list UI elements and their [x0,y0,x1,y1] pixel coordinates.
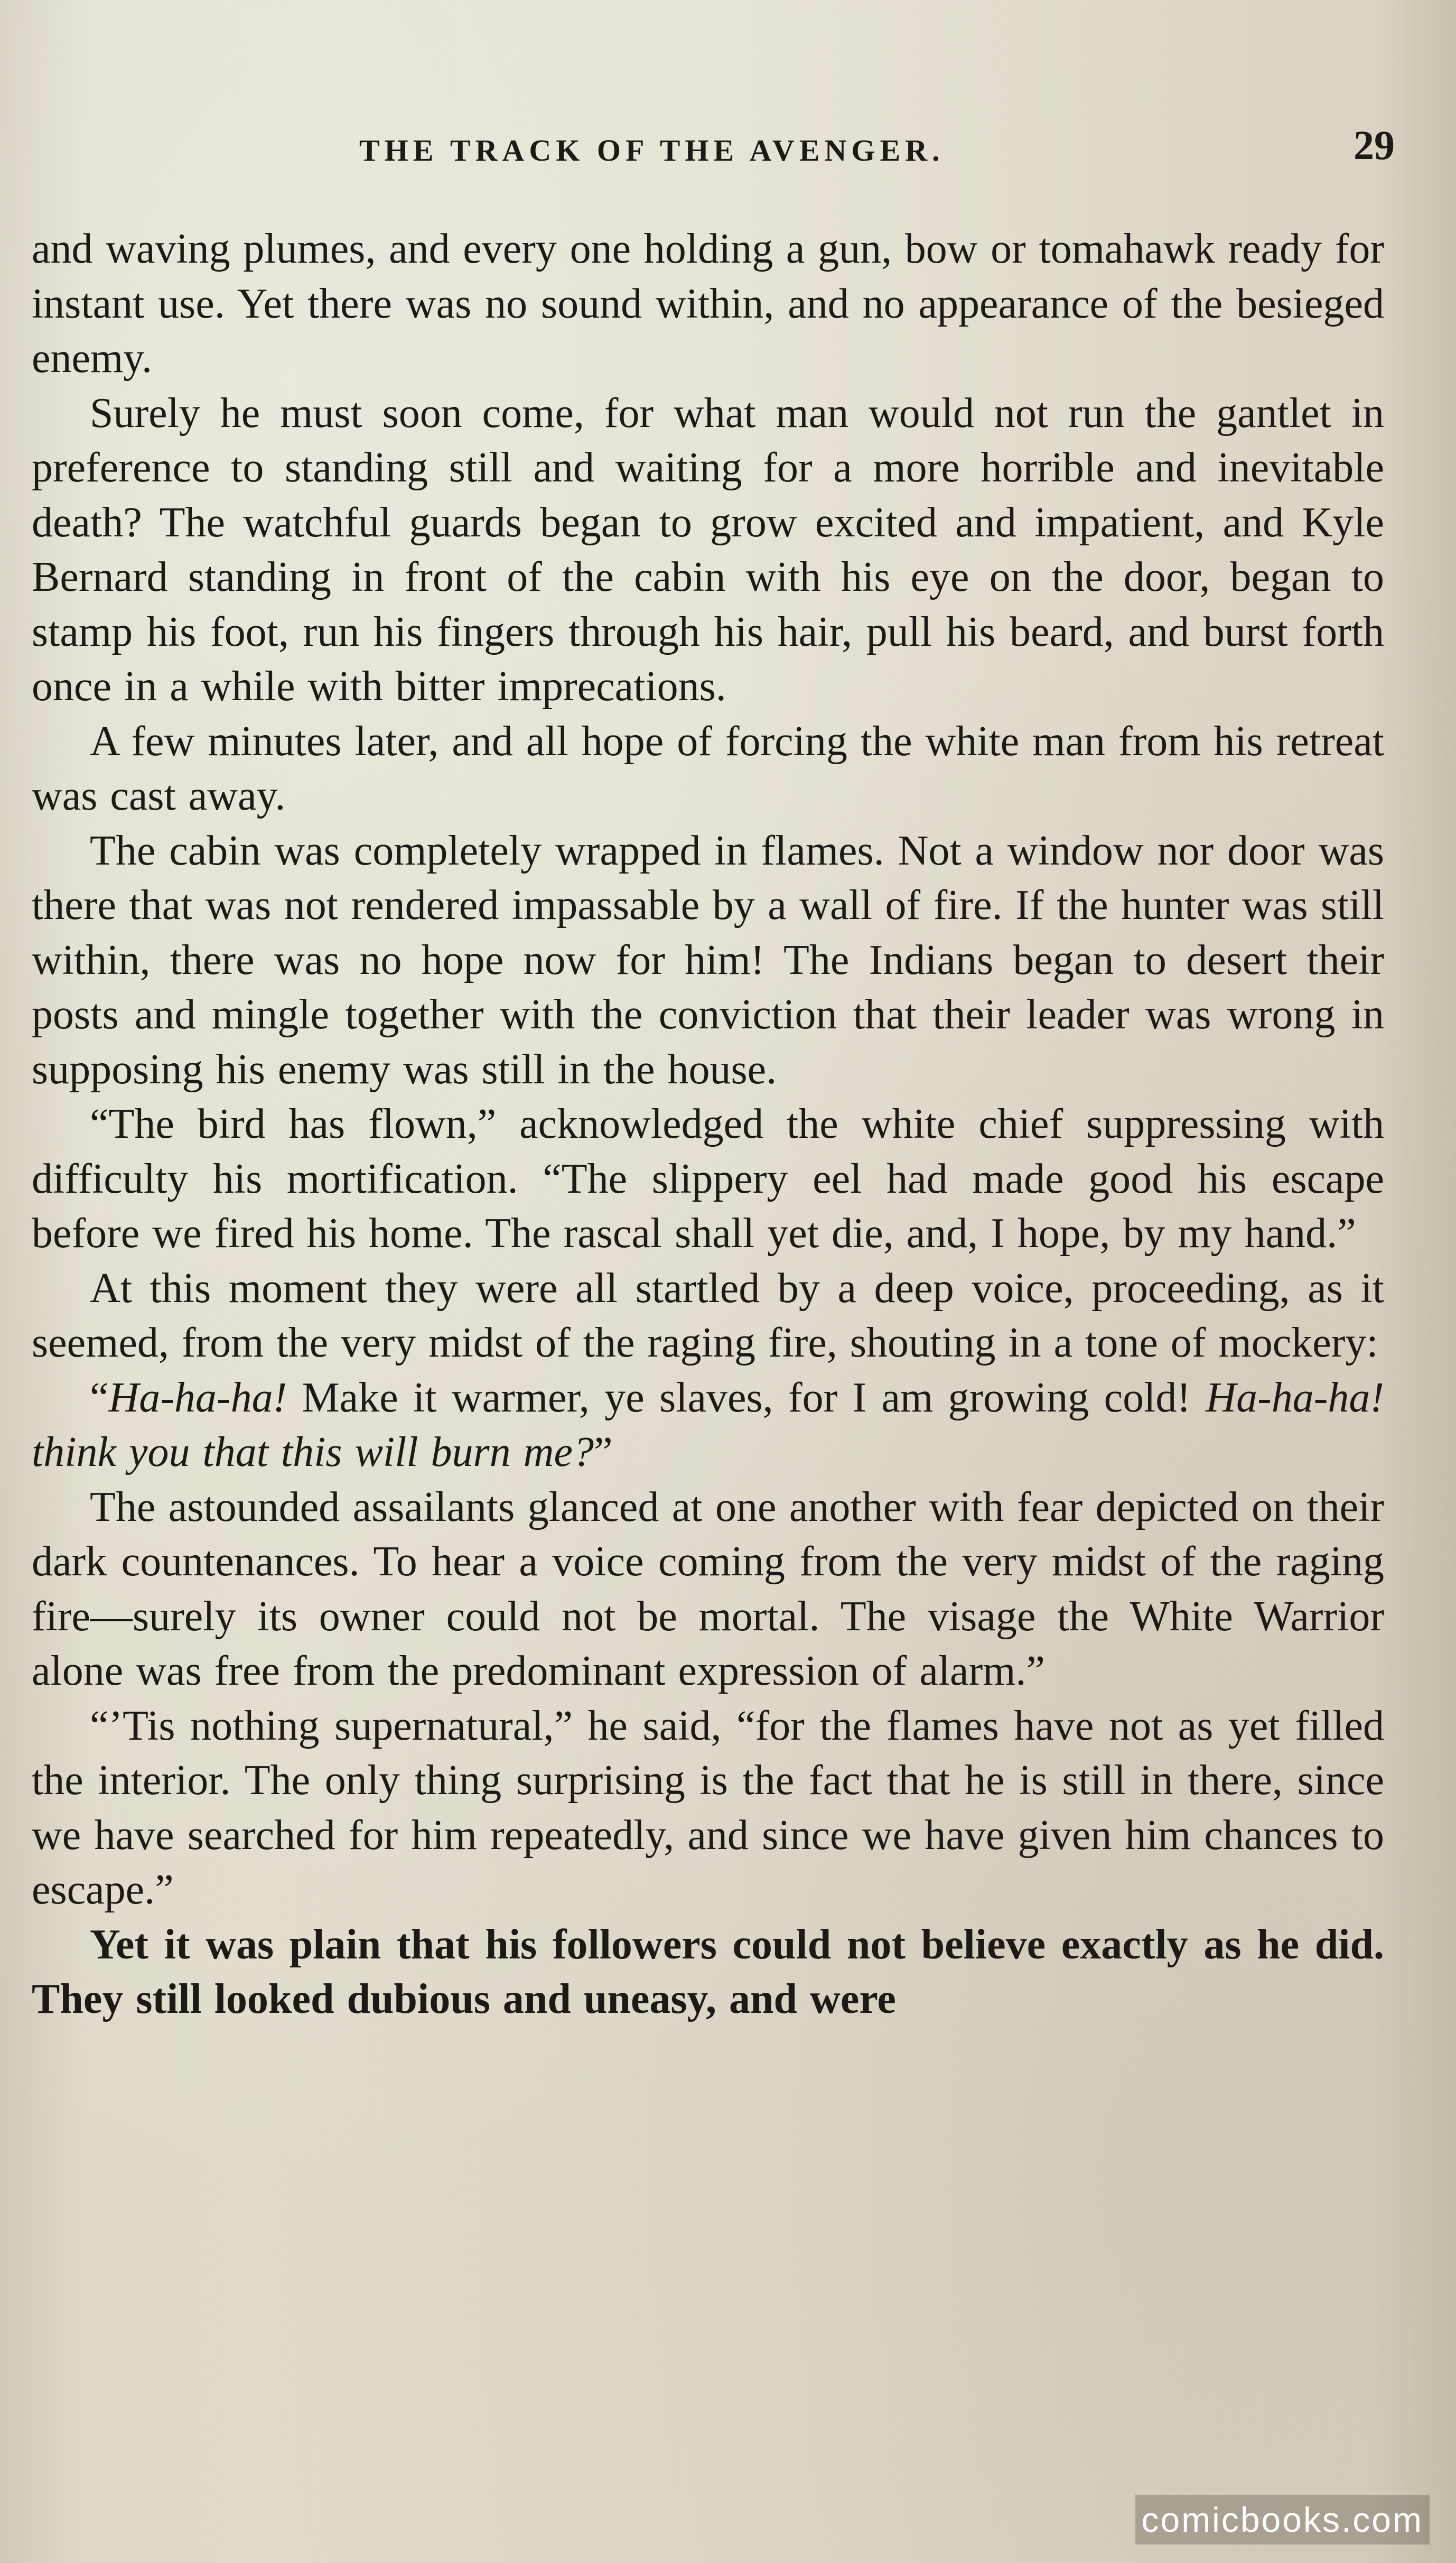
paragraph-9: “’Tis nothing supernatural,” he said, “for the flames have not as yet filled the interior. The only thing surprising is the fact that he is still in there, since we have searched for him repeatedly, and since we have given him chances to escape.” [32,1702,1384,1913]
paragraph-5: “The bird has flown,” acknowledged the white chief suppressing with difficulty his mortification. “The slippery eel had made good his escape before we fired his home. The rascal shall yet die, and, I hope, by my hand.” [32,1101,1384,1257]
paragraph-3: A few minutes later, and all hope of forcing the white man from his retreat was cast away. [32,718,1384,819]
paragraph-10: Yet it was plain that his followers could not believe exactly as he did. They still looked dubious and uneasy, and were [32,1921,1384,2022]
close-quote: ” [593,1429,613,1475]
paragraph-8: The astounded assailants glanced at one another with fear depicted on their dark countenances. To hear a voice coming from the very midst of the raging fire—surely its owner could not be mortal. The visage the White Warrior alone was free from the predominant expression of alarm.” [32,1483,1384,1694]
paragraph-1: and waving plumes, and every one holding a gun, bow or tomahawk ready for instant use. Yet there was no sound within, and no appearance of the besieged enemy. [32,226,1384,382]
page-header [32,124,1395,188]
mocking-laugh-2: Ha-ha-ha! think you that this will burn me? [32,1374,1384,1475]
watermark: comicbooks.com [1135,2495,1430,2545]
running-head: THE TRACK OF THE AVENGER. [359,133,945,168]
mocking-laugh-1: Ha-ha-ha! [108,1374,287,1421]
body-text [32,222,1384,2027]
open-quote: “ [90,1374,109,1421]
page-number: 29 [1354,122,1395,168]
paragraph-4: The cabin was completely wrapped in flames. Not a window nor door was there that was not rendered impassable by a wall of fire. If the hunter was still within, there was no hope now for him! The Indians began to desert their posts and mingle together with the conviction that their leader was wrong in supposing his enemy was still in the house. [32,827,1384,1093]
mocking-shout: Make it warmer, ye slaves, for I am growing cold! [287,1374,1206,1421]
paragraph-7 [32,1371,1384,1480]
paragraph-2: Surely he must soon come, for what man would not run the gantlet in preference to standing still and waiting for a more horrible and inevitable death? The watchful guards began to grow excited and impatient, and Kyle Bernard standing in front of the cabin with his eye on the door, began to stamp his foot, run his fingers through his hair, pull his beard, and burst forth once in a while with bitter imprecations. [32,389,1384,710]
paragraph-6: At this moment they were all startled by a deep voice, proceeding, as it seemed, from the very midst of the raging fire, shouting in a tone of mockery: [32,1265,1384,1366]
